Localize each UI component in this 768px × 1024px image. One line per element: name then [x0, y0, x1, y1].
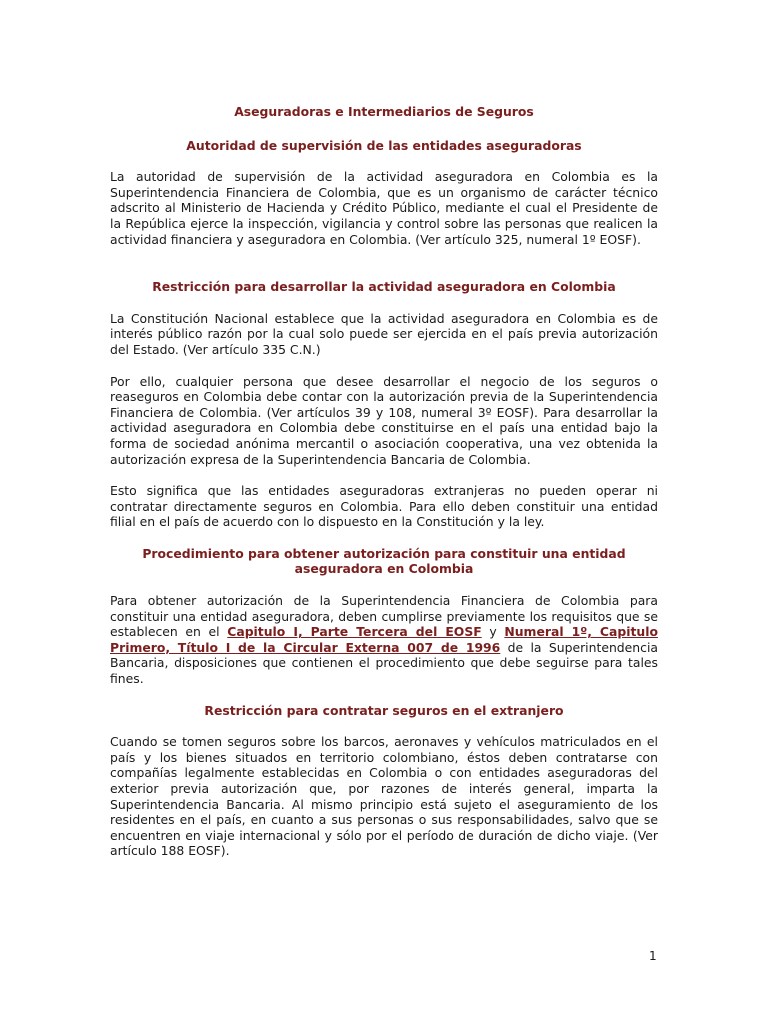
paragraph-supervision: La autoridad de supervisión de la actividad aseguradora en Colombia es la Superintendencia Financiera de Colombia, que es un organismo de carácter técnico adscrito al Ministerio de Hacienda y Crédito Público, mediante el cual el Presidente de la República ejerce la inspección, vigilancia y control sobre las personas que realicen la actividad financiera y aseguradora en Colombia. (Ver artículo 325, numeral 1º EOSF). [110, 169, 658, 247]
procedimiento-text-end: de la Superintendencia Bancaria, disposiciones que contienen el procedimiento que debe seguirse para tales fines. [110, 639, 658, 687]
page-number: 1 [649, 949, 657, 963]
link-capitulo-eosf[interactable]: Capitulo I, Parte Tercera del EOSF [227, 624, 482, 640]
link-circular-externa[interactable]: Numeral 1º, Capitulo Primero, Título I de la Circular Externa 007 de 1996 [110, 624, 658, 655]
procedimiento-text-between: y [481, 624, 505, 640]
document-body [110, 104, 658, 875]
document-title: Aseguradoras e Intermediarios de Seguros [234, 104, 534, 119]
section-heading-seguros-extranjero: Restricción para contratar seguros en el extranjero [204, 702, 564, 718]
paragraph-entidades-extranjeras: Esto significa que las entidades aseguradoras extranjeras no pueden operar ni contratar directamente seguros en Colombia. Para ello deben constituir una entidad filial en el país de acuerdo con lo dispuesto en la Constitución y la ley. [110, 483, 658, 530]
paragraph-autorizacion-previa: Por ello, cualquier persona que desee desarrollar el negocio de los seguros o reaseguros en Colombia debe contar con la autorización previa de la Superintendencia Financiera de Colombia. (Ver artículos 39 y 108, numeral 3º EOSF). Para desarrollar la actividad aseguradora en Colombia debe constituirse en el país una entidad bajo la forma de sociedad anónima mercantil o asociación cooperativa, una vez obtenida la autorización expresa de la Superintendencia Bancaria de Colombia. [110, 373, 658, 467]
paragraph-procedimiento [110, 593, 658, 687]
procedimiento-text-start: Para obtener autorización de la Superintendencia Financiera de Colombia para constituir una entidad aseguradora, deben cumplirse previamente los requisitos que se establecen en el [110, 593, 658, 640]
paragraph-constitucion: La Constitución Nacional establece que la actividad aseguradora en Colombia es de interés público razón por la cual solo puede ser ejercida en el país previa autorización del Estado. (Ver artículo 335 C.N.) [110, 310, 658, 357]
paragraph-seguros-extranjero: Cuando se tomen seguros sobre los barcos, aeronaves y vehículos matriculados en el país y los bienes situados en territorio colombiano, éstos deben contratarse con compañías legalmente establecidas en Colombia o con entidades aseguradoras del exterior previa autorización que, por razones de interés general, imparta la Superintendencia Bancaria. Al mismo principio está sujeto el aseguramiento de los residentes en el país, en cuanto a sus personas o sus responsabilidades, salvo que se encuentren en viaje internacional y sólo por el período de duración de dicho viaje. (Ver artículo 188 EOSF). [110, 734, 658, 859]
section-heading-restriccion-actividad: Restricción para desarrollar la actividad aseguradora en Colombia [152, 279, 616, 295]
section-heading-procedimiento: Procedimiento para obtener autorización para constituir una entidad aseguradora en Colombia [142, 545, 626, 577]
section-heading-supervision: Autoridad de supervisión de las entidades aseguradoras [186, 137, 582, 153]
